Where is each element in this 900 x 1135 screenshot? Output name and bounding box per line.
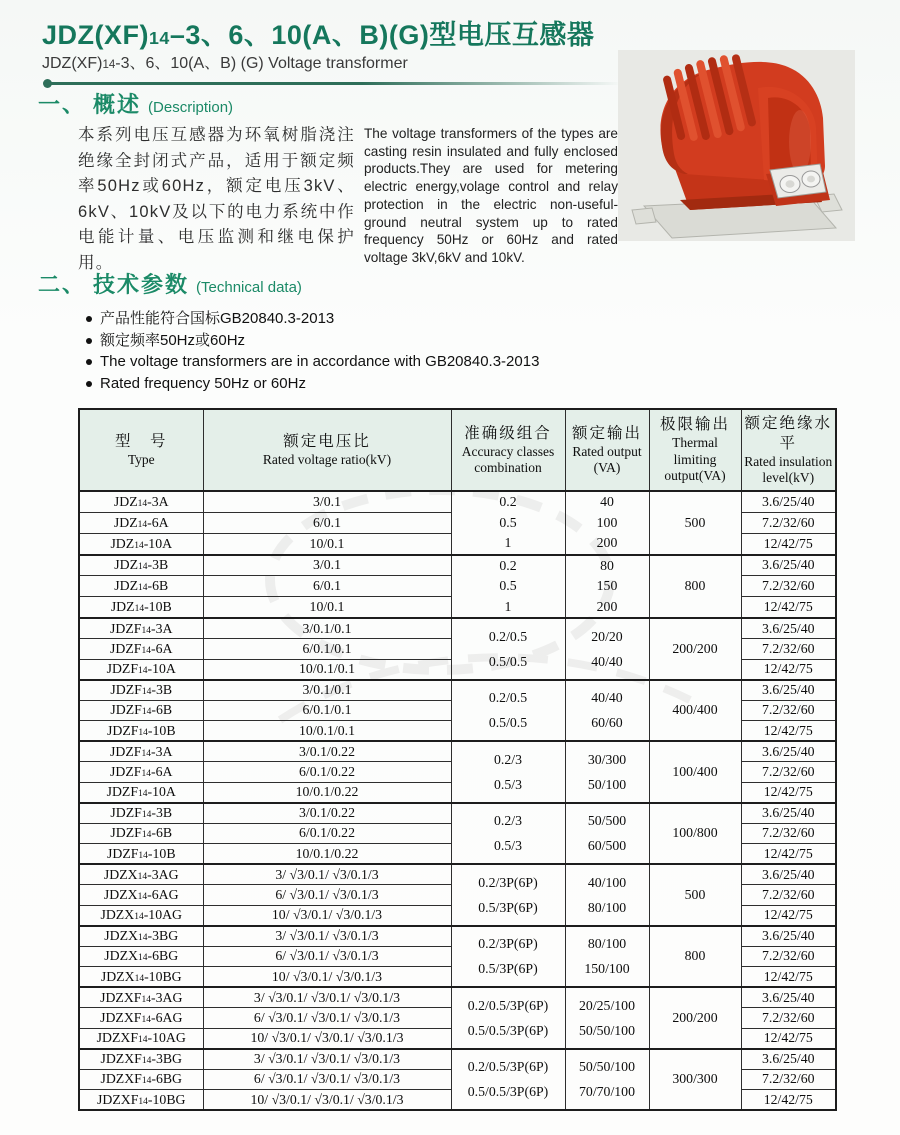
product-photo <box>618 50 855 241</box>
insulation-cell: 12/42/75 <box>741 967 836 988</box>
subtitle-model-suffix: -3、6、10(A、B) (G) Voltage transformer <box>115 55 408 72</box>
type-cell: JDZF14-6B <box>79 700 203 721</box>
insulation-cell: 3.6/25/40 <box>741 555 836 576</box>
accuracy-cell: 0.2/0.5/3P(6P) 0.5/0.5/3P(6P) <box>451 1049 565 1111</box>
ratio-cell: 3/0.1 <box>203 491 451 512</box>
subtitle-model-subscript: 14 <box>102 59 116 71</box>
ratio-cell: 10/0.1 <box>203 533 451 554</box>
technical-notes-list <box>84 308 539 394</box>
technical-data-table <box>78 408 837 1111</box>
type-cell: JDZF14-3A <box>79 618 203 639</box>
section-2-title-en: (Technical data) <box>196 279 302 296</box>
list-item: 产品性能符合国标GB20840.3-2013 <box>84 308 539 330</box>
list-item: Rated frequency 50Hz or 60Hz <box>84 373 539 395</box>
accuracy-cell: 0.2/3 0.5/3 <box>451 803 565 865</box>
thermal-cell: 200/200 <box>649 618 741 680</box>
insulation-cell: 3.6/25/40 <box>741 618 836 639</box>
output-cell: 50/500 60/500 <box>565 803 649 865</box>
accuracy-cell: 0.2/3P(6P) 0.5/3P(6P) <box>451 926 565 988</box>
accuracy-cell: 0.2/0.5 0.5/0.5 <box>451 618 565 680</box>
thermal-cell: 100/800 <box>649 803 741 865</box>
section-1-heading <box>38 88 233 119</box>
insulation-cell: 3.6/25/40 <box>741 741 836 762</box>
title-divider <box>46 82 621 85</box>
insulation-cell: 12/42/75 <box>741 597 836 618</box>
insulation-cell: 7.2/32/60 <box>741 885 836 906</box>
type-cell: JDZ14-6B <box>79 576 203 597</box>
ratio-cell: 6/ √3/0.1/ √3/0.1/3 <box>203 946 451 967</box>
ratio-cell: 6/0.1/0.1 <box>203 700 451 721</box>
insulation-cell: 3.6/25/40 <box>741 926 836 947</box>
accuracy-cell: 0.2 0.5 1 <box>451 555 565 619</box>
insulation-cell: 7.2/32/60 <box>741 700 836 721</box>
table-row <box>79 741 836 762</box>
ratio-cell: 6/0.1 <box>203 512 451 533</box>
section-1-title-en: (Description) <box>148 99 234 116</box>
insulation-cell: 12/42/75 <box>741 721 836 742</box>
insulation-cell: 7.2/32/60 <box>741 1069 836 1090</box>
ratio-cell: 3/ √3/0.1/ √3/0.1/ √3/0.1/3 <box>203 1049 451 1070</box>
table-row <box>79 803 836 824</box>
ratio-cell: 3/0.1/0.22 <box>203 803 451 824</box>
insulation-cell: 12/42/75 <box>741 844 836 865</box>
insulation-cell: 3.6/25/40 <box>741 491 836 512</box>
output-cell: 20/20 40/40 <box>565 618 649 680</box>
ratio-cell: 3/ √3/0.1/ √3/0.1/3 <box>203 864 451 885</box>
table-row <box>79 926 836 947</box>
thermal-cell: 100/400 <box>649 741 741 803</box>
title-model-prefix: JDZ(XF) <box>42 20 149 50</box>
output-cell: 40 100 200 <box>565 491 649 555</box>
col-header-accuracy: 准确级组合 Accuracy classes combination <box>451 409 565 491</box>
section-1-number: 一、 <box>38 92 87 117</box>
col-header-insulation: 额定绝缘水平 Rated insulation level(kV) <box>741 409 836 491</box>
ratio-cell: 6/ √3/0.1/ √3/0.1/3 <box>203 885 451 906</box>
output-cell: 50/50/100 70/70/100 <box>565 1049 649 1111</box>
thermal-cell: 800 <box>649 555 741 619</box>
section-1-title-zh: 概述 <box>93 92 142 117</box>
ratio-cell: 3/0.1/0.1 <box>203 618 451 639</box>
type-cell: JDZ14-6A <box>79 512 203 533</box>
type-cell: JDZXF14-6BG <box>79 1069 203 1090</box>
list-item: 额定频率50Hz或60Hz <box>84 330 539 352</box>
title-model-subscript: 14 <box>149 28 170 48</box>
ratio-cell: 6/0.1 <box>203 576 451 597</box>
type-cell: JDZF14-3B <box>79 803 203 824</box>
ratio-cell: 6/ √3/0.1/ √3/0.1/ √3/0.1/3 <box>203 1008 451 1029</box>
type-cell: JDZX14-6BG <box>79 946 203 967</box>
type-cell: JDZX14-3AG <box>79 864 203 885</box>
insulation-cell: 7.2/32/60 <box>741 762 836 783</box>
type-cell: JDZX14-10BG <box>79 967 203 988</box>
type-cell: JDZF14-10A <box>79 782 203 803</box>
col-header-thermal-limit: 极限输出 Thermal limiting output(VA) <box>649 409 741 491</box>
ratio-cell: 3/0.1 <box>203 555 451 576</box>
type-cell: JDZF14-10A <box>79 659 203 680</box>
insulation-cell: 12/42/75 <box>741 905 836 926</box>
ratio-cell: 10/0.1/0.22 <box>203 782 451 803</box>
thermal-cell: 500 <box>649 491 741 555</box>
ratio-cell: 10/ √3/0.1/ √3/0.1/3 <box>203 905 451 926</box>
accuracy-cell: 0.2 0.5 1 <box>451 491 565 555</box>
type-cell: JDZF14-6B <box>79 823 203 844</box>
thermal-cell: 800 <box>649 926 741 988</box>
insulation-cell: 12/42/75 <box>741 782 836 803</box>
type-cell: JDZF14-6A <box>79 762 203 783</box>
table-row <box>79 491 836 512</box>
table-row <box>79 680 836 701</box>
type-cell: JDZF14-10B <box>79 721 203 742</box>
table-row <box>79 987 836 1008</box>
output-cell: 40/100 80/100 <box>565 864 649 926</box>
ratio-cell: 3/0.1/0.22 <box>203 741 451 762</box>
type-cell: JDZXF14-6AG <box>79 1008 203 1029</box>
ratio-cell: 6/0.1/0.22 <box>203 762 451 783</box>
insulation-cell: 12/42/75 <box>741 1090 836 1111</box>
ratio-cell: 10/0.1/0.22 <box>203 844 451 865</box>
type-cell: JDZF14-3B <box>79 680 203 701</box>
insulation-cell: 3.6/25/40 <box>741 803 836 824</box>
type-cell: JDZ14-3A <box>79 491 203 512</box>
output-cell: 80 150 200 <box>565 555 649 619</box>
ratio-cell: 10/ √3/0.1/ √3/0.1/3 <box>203 967 451 988</box>
ratio-cell: 10/0.1/0.1 <box>203 721 451 742</box>
ratio-cell: 10/ √3/0.1/ √3/0.1/ √3/0.1/3 <box>203 1090 451 1111</box>
section-2-title-zh: 技术参数 <box>93 272 190 297</box>
type-cell: JDZF14-10B <box>79 844 203 865</box>
col-header-type: 型 号 Type <box>79 409 203 491</box>
ratio-cell: 6/0.1/0.22 <box>203 823 451 844</box>
page-subtitle <box>42 50 408 73</box>
insulation-cell: 3.6/25/40 <box>741 680 836 701</box>
type-cell: JDZ14-10B <box>79 597 203 618</box>
type-cell: JDZF14-6A <box>79 639 203 660</box>
ratio-cell: 10/0.1/0.1 <box>203 659 451 680</box>
technical-data-table-wrap <box>78 408 837 1111</box>
section-2-number: 二、 <box>38 272 87 297</box>
section-2-heading <box>38 268 302 299</box>
voltage-transformer-illustration <box>618 50 855 241</box>
col-header-ratio: 额定电压比 Rated voltage ratio(kV) <box>203 409 451 491</box>
ratio-cell: 3/ √3/0.1/ √3/0.1/ √3/0.1/3 <box>203 987 451 1008</box>
output-cell: 20/25/100 50/50/100 <box>565 987 649 1049</box>
type-cell: JDZXF14-10BG <box>79 1090 203 1111</box>
type-cell: JDZXF14-10AG <box>79 1028 203 1049</box>
type-cell: JDZX14-10AG <box>79 905 203 926</box>
title-model-suffix: –3、6、10(A、B)(G)型电压互感器 <box>169 20 595 50</box>
insulation-cell: 3.6/25/40 <box>741 1049 836 1070</box>
description-paragraph-zh: 本系列电压互感器为环氧树脂浇注绝缘全封闭式产品，适用于额定频率50Hz或60Hz，额定电压3kV、6kV、10kV及以下的电力系统中作电能计量、电压监测和继电保护用。 <box>78 126 355 272</box>
type-cell: JDZ14-3B <box>79 555 203 576</box>
accuracy-cell: 0.2/0.5/3P(6P) 0.5/0.5/3P(6P) <box>451 987 565 1049</box>
page-title <box>42 13 594 52</box>
insulation-cell: 7.2/32/60 <box>741 823 836 844</box>
insulation-cell: 3.6/25/40 <box>741 864 836 885</box>
ratio-cell: 10/ √3/0.1/ √3/0.1/ √3/0.1/3 <box>203 1028 451 1049</box>
output-cell: 80/100 150/100 <box>565 926 649 988</box>
table-row <box>79 555 836 576</box>
table-row <box>79 618 836 639</box>
thermal-cell: 300/300 <box>649 1049 741 1111</box>
accuracy-cell: 0.2/0.5 0.5/0.5 <box>451 680 565 742</box>
accuracy-cell: 0.2/3 0.5/3 <box>451 741 565 803</box>
insulation-cell: 12/42/75 <box>741 659 836 680</box>
col-header-rated-output: 额定输出 Rated output (VA) <box>565 409 649 491</box>
ratio-cell: 6/ √3/0.1/ √3/0.1/ √3/0.1/3 <box>203 1069 451 1090</box>
type-cell: JDZF14-3A <box>79 741 203 762</box>
table-row <box>79 1049 836 1070</box>
ratio-cell: 3/0.1/0.1 <box>203 680 451 701</box>
insulation-cell: 7.2/32/60 <box>741 946 836 967</box>
description-block <box>78 123 618 276</box>
ratio-cell: 10/0.1 <box>203 597 451 618</box>
output-cell: 30/300 50/100 <box>565 741 649 803</box>
table-row <box>79 864 836 885</box>
insulation-cell: 12/42/75 <box>741 1028 836 1049</box>
insulation-cell: 3.6/25/40 <box>741 987 836 1008</box>
list-item: The voltage transformers are in accordance with GB20840.3-2013 <box>84 351 539 373</box>
insulation-cell: 7.2/32/60 <box>741 1008 836 1029</box>
insulation-cell: 7.2/32/60 <box>741 639 836 660</box>
thermal-cell: 500 <box>649 864 741 926</box>
ratio-cell: 3/ √3/0.1/ √3/0.1/3 <box>203 926 451 947</box>
type-cell: JDZX14-6AG <box>79 885 203 906</box>
accuracy-cell: 0.2/3P(6P) 0.5/3P(6P) <box>451 864 565 926</box>
insulation-cell: 7.2/32/60 <box>741 512 836 533</box>
description-paragraph-en: The voltage transformers of the types are casting resin insulated and fully enclosed products.They are used for metering electric energy,volage control and relay protection in the electric non-useful-ground neutral system up to rated frequency 50Hz or 60Hz and rated voltage 3kV,6kV and 10kV. <box>364 126 618 265</box>
type-cell: JDZX14-3BG <box>79 926 203 947</box>
table-header-row <box>79 409 836 491</box>
thermal-cell: 200/200 <box>649 987 741 1049</box>
ratio-cell: 6/0.1/0.1 <box>203 639 451 660</box>
insulation-cell: 12/42/75 <box>741 533 836 554</box>
insulation-cell: 7.2/32/60 <box>741 576 836 597</box>
type-cell: JDZXF14-3AG <box>79 987 203 1008</box>
subtitle-model-prefix: JDZ(XF) <box>42 55 103 72</box>
type-cell: JDZXF14-3BG <box>79 1049 203 1070</box>
type-cell: JDZ14-10A <box>79 533 203 554</box>
thermal-cell: 400/400 <box>649 680 741 742</box>
output-cell: 40/40 60/60 <box>565 680 649 742</box>
